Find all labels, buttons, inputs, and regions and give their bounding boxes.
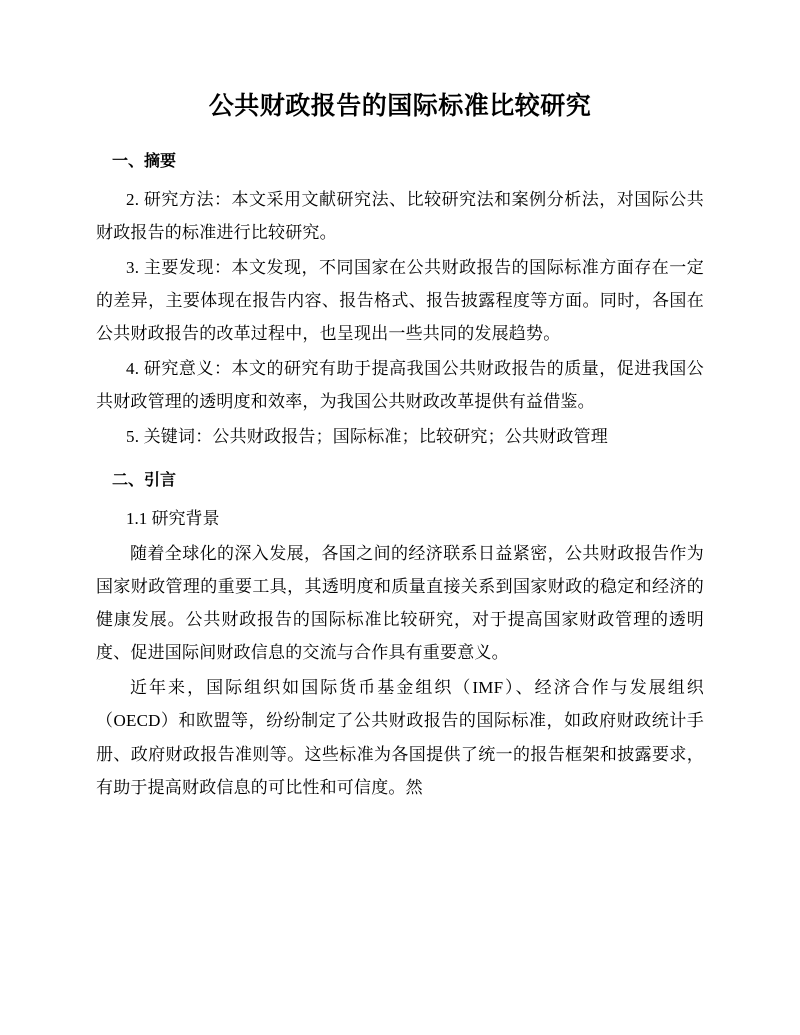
document-section-abstract xyxy=(96,149,704,454)
paragraph: 4. 研究意义：本文的研究有助于提高我国公共财政报告的质量，促进我国公共财政管理的透明度和效率，为我国公共财政改革提供有益借鉴。 xyxy=(96,359,704,412)
paragraph: 5. 关键词：公共财政报告；国际标准；比较研究；公共财政管理 xyxy=(126,427,608,447)
paragraph: 3. 主要发现：本文发现，不同国家在公共财政报告的国际标准方面存在一定的差异，主要体现在报告内容、报告格式、报告披露程度等方面。同时，各国在公共财政报告的改革过程中，也呈现出一些共同的发展趋势。 xyxy=(96,257,704,344)
section-heading-introduction: 二、引言 xyxy=(112,469,177,489)
section-heading-abstract: 一、摘要 xyxy=(112,150,177,170)
document-section-introduction xyxy=(96,468,704,804)
paragraph: 近年来，国际组织如国际货币基金组织（IMF）、经济合作与发展组织（OECD）和欧盟等，纷纷制定了公共财政报告的国际标准，如政府财政统计手册、政府财政报告准则等。这些标准为各国提供了统一的报告框架和披露要求，有助于提高财政信息的可比性和可信度。然 xyxy=(96,678,704,797)
paragraph: 随着全球化的深入发展，各国之间的经济联系日益紧密，公共财政报告作为国家财政管理的重要工具，其透明度和质量直接关系到国家财政的稳定和经济的健康发展。公共财政报告的国际标准比较研究，对于提高国家财政管理的透明度、促进国际间财政信息的交流与合作具有重要意义。 xyxy=(96,543,704,663)
subsection-heading-background: 1.1 研究背景 xyxy=(126,508,220,528)
page-title: 公共财政报告的国际标准比较研究 xyxy=(208,91,592,120)
paragraph: 2. 研究方法：本文采用文献研究法、比较研究法和案例分析法，对国际公共财政报告的标准进行比较研究。 xyxy=(96,189,704,242)
